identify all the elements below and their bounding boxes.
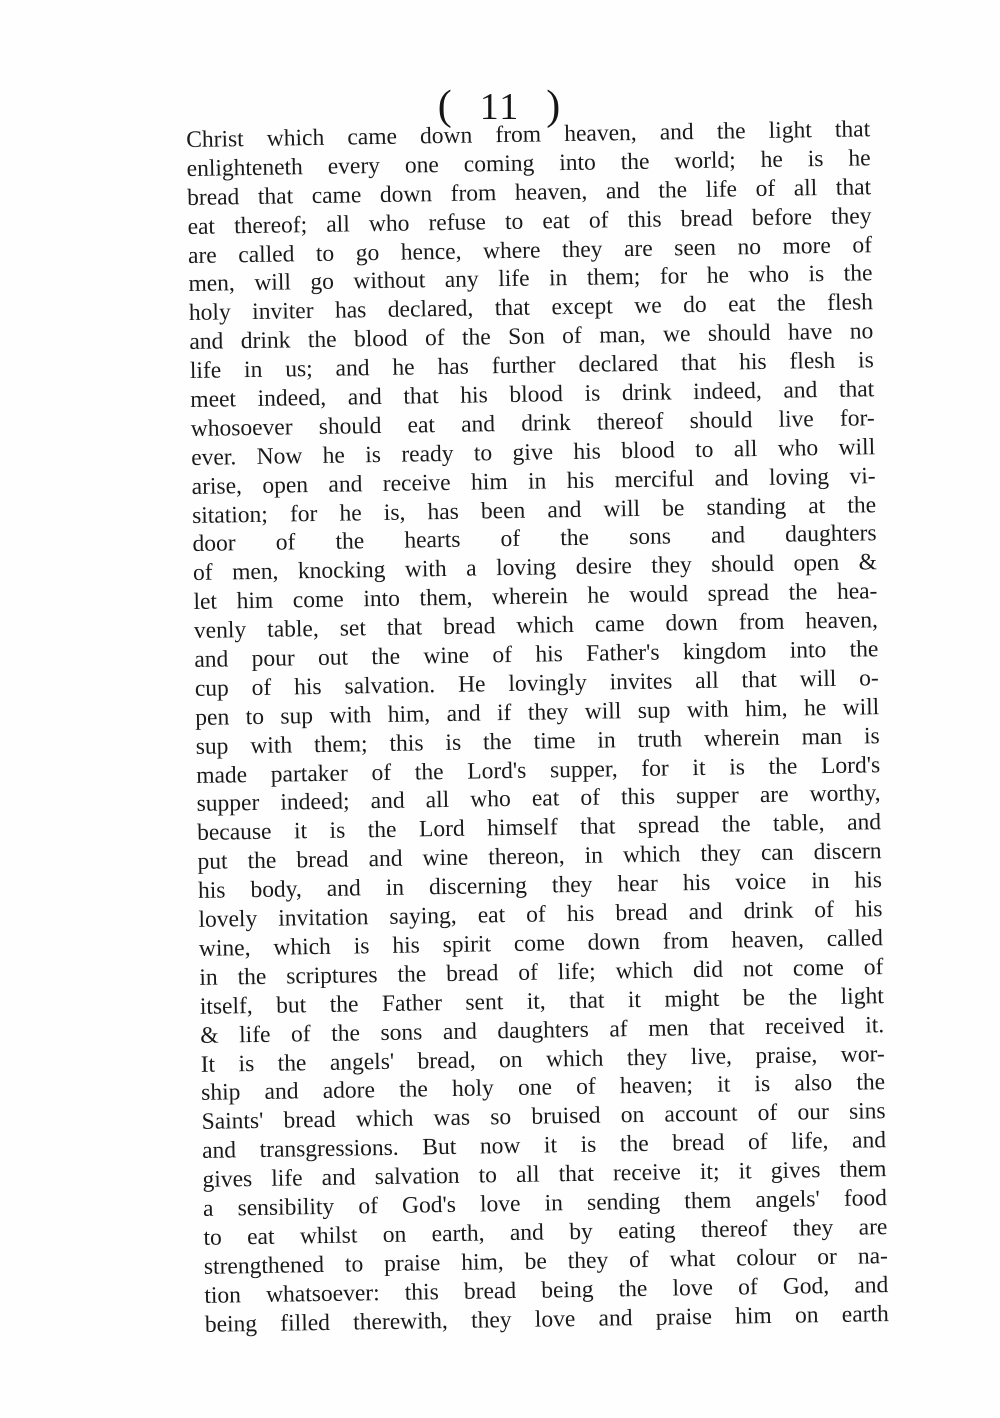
text-line: sup with them; this is the time in truth wherein man is — [195, 722, 880, 760]
text-line: It is the angels' bread, on which they live, praise, wor- — [200, 1040, 885, 1078]
text-line: supper indeed; and all who eat of this supper are worthy, — [196, 780, 881, 818]
text-line: because it is the Lord himself that spread the table, and — [196, 809, 882, 847]
text-line: and transgressions. But now it is the bread of life, and — [201, 1127, 887, 1165]
text-line: eat thereof; all who refuse to eat of this bread before they — [187, 202, 872, 240]
text-line: of men, knocking with a loving desire they should open & — [192, 549, 878, 587]
text-line: being filled therewith, they love and praise him on earth — [204, 1300, 889, 1338]
text-line: arise, open and receive him in his merciful and loving vi- — [191, 462, 876, 500]
text-line: are called to go hence, where they are seen no more of — [187, 231, 873, 269]
text-line: door of the hearts of the sons and daughters — [192, 520, 877, 558]
text-line: let him come into them, wherein he would spread the hea- — [193, 578, 878, 616]
text-line: and pour out the wine of his Father's kingdom into the — [194, 636, 879, 673]
text-line: bread that came down from heaven, and the life of all that — [186, 174, 872, 211]
text-line: pen to sup with him, and if they will sup with him, he will — [195, 693, 880, 731]
text-line: & life of the sons and daughters af men that received it. — [200, 1011, 885, 1049]
page-number-value: 11 — [479, 86, 521, 128]
text-line: wine, which is his spirit come down from heaven, called — [198, 925, 884, 962]
text-line: a sensibility of God's love in sending them angels' food — [202, 1185, 888, 1222]
text-line: venly table, set that bread which came down from heaven, — [193, 607, 879, 645]
text-line: whosoever should eat and drink thereof should live for- — [190, 405, 875, 442]
text-line: tion whatsoever: this bread being the love of God, and — [204, 1271, 889, 1309]
text-line: holy inviter has declared, that except we do eat the flesh — [188, 289, 874, 327]
text-line: sitation; for he is, has been and will be standing at the — [191, 491, 877, 529]
text-line: gives life and salvation to all that receive it; it gives them — [202, 1156, 887, 1193]
text-line: itself, but the Father sent it, that it might be the light — [199, 982, 884, 1020]
text-line: meet indeed, and that his blood is drink indeed, and that — [190, 376, 875, 413]
text-line: ship and adore the holy one of heaven; it is also the — [200, 1069, 886, 1107]
text-line: made partaker of the Lord's supper, for it is the Lord's — [195, 751, 881, 789]
text-line: to eat whilst on earth, and by eating thereof they are — [203, 1213, 888, 1251]
close-paren: ) — [546, 83, 563, 129]
text-line: put the bread and wine thereon, in which they can discern — [197, 838, 882, 876]
body-text — [186, 115, 889, 1339]
text-line: his body, and in discerning they hear his voice in his — [197, 867, 883, 905]
text-line: cup of his salvation. He lovingly invites all that will o- — [194, 665, 879, 702]
text-line: life in us; and he has further declared that his flesh is — [189, 347, 874, 385]
text-line: Christ which came down from heaven, and the light that — [186, 116, 871, 153]
text-line: in the scriptures the bread of life; which did not come of — [199, 953, 884, 991]
text-line: ever. Now he is ready to give his blood to all who will — [191, 434, 876, 471]
text-line: enlighteneth every one coming into the world; he is he — [186, 145, 871, 182]
text-line: Saints' bread which was so bruised on account of our sins — [201, 1098, 886, 1136]
text-line: and drink the blood of the Son of man, we should have no — [189, 318, 874, 356]
text-line: strengthened to praise him, be they of what colour or na- — [203, 1242, 889, 1280]
text-line: lovely invitation saying, eat of his bread and drink of his — [198, 896, 883, 933]
open-paren: ( — [437, 83, 454, 129]
text-line: men, will go without any life in them; for he who is the — [188, 260, 873, 298]
